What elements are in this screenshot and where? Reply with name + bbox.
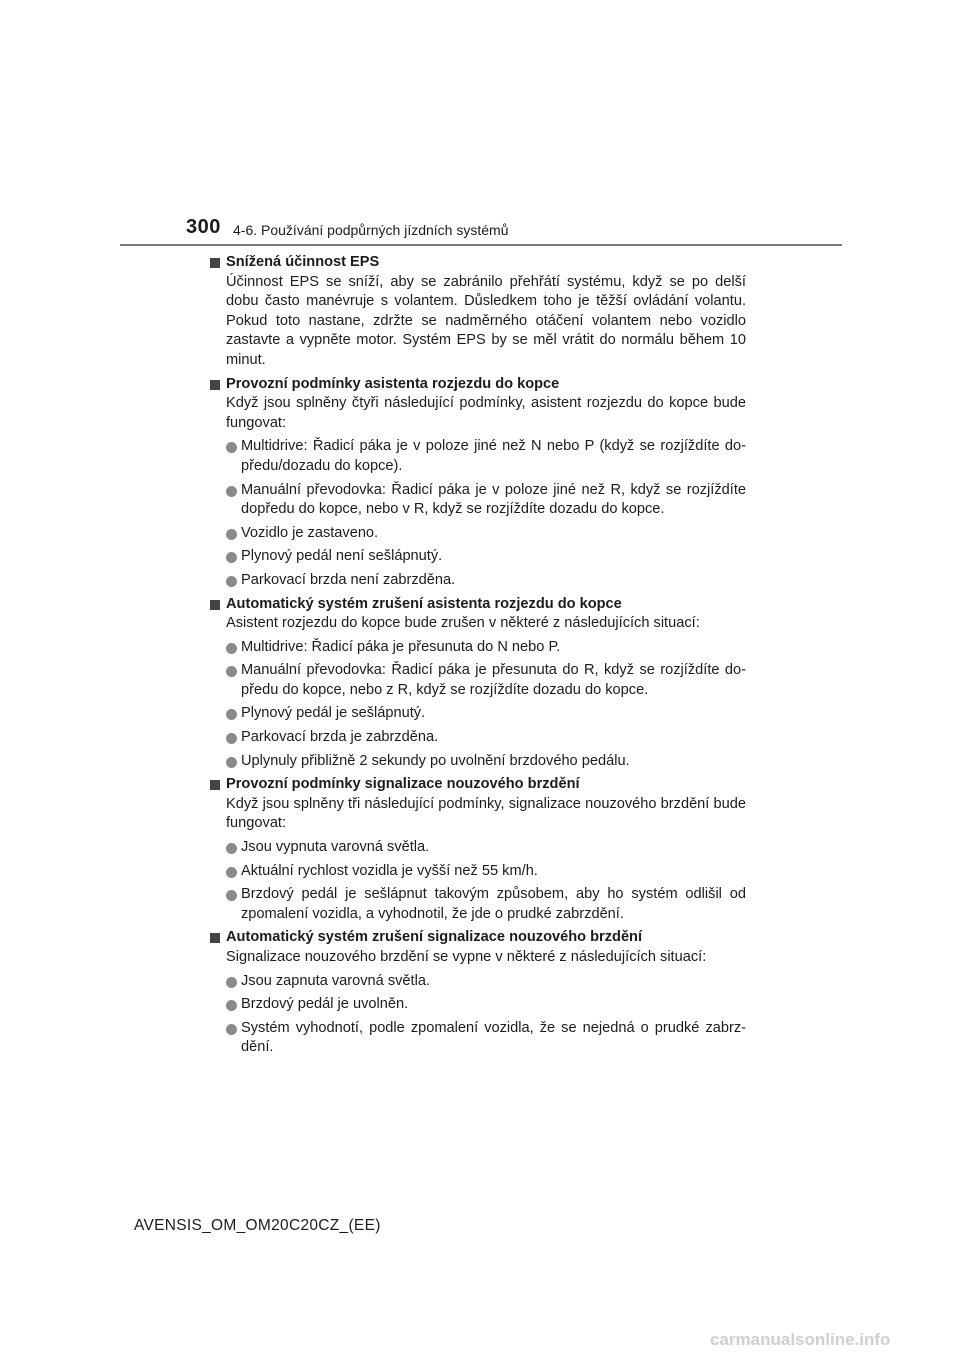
watermark-text: carmanualsonline.info: [710, 1330, 891, 1349]
circle-bullet-icon: [226, 977, 237, 988]
section-paragraph: Účinnost EPS se sníží, aby se zabránilo přehřátí systému, když se po delší dobu často manévruje s volantem. Důsledkem toho je těžší ovládání volantu. Pokud toto nastane, zdržte se nadměrného otáčení volantem nebo vozidlo zastavte a vypněte motor. Systém EPS by se měl vrátit do normálu během 10 minut.: [226, 273, 746, 368]
circle-bullet-icon: [226, 757, 237, 768]
bullet-text: Plynový pedál je sešlápnutý.: [241, 705, 426, 722]
bullet-item: [226, 752, 746, 772]
circle-bullet-icon: [226, 733, 237, 744]
bullet-text: Uplynuly přibližně 2 sekundy po uvolnění brzdového pedálu.: [241, 752, 630, 769]
bullet-item: [226, 728, 746, 748]
bullet-item: [226, 995, 746, 1015]
bullet-item: [226, 704, 746, 724]
circle-bullet-icon: [226, 442, 237, 453]
section: [210, 775, 746, 924]
section-heading: [210, 253, 746, 273]
bullet-text: Brzdový pedál je uvolněn.: [241, 996, 409, 1013]
section-heading: [210, 375, 746, 395]
bullet-item: [226, 838, 746, 858]
circle-bullet-icon: [226, 1000, 237, 1011]
section-heading-text: Provozní podmínky asistenta rozjezdu do kopce: [226, 375, 560, 392]
circle-bullet-icon: [226, 1024, 237, 1035]
circle-bullet-icon: [226, 666, 237, 677]
bullet-item: [226, 571, 746, 591]
section-heading-text: Automatický systém zrušení signalizace nouzového brzdění: [226, 929, 643, 946]
bullet-item: [226, 524, 746, 544]
section: [210, 928, 746, 1058]
section-heading-text: Snížená účinnost EPS: [226, 254, 380, 270]
section: [210, 375, 746, 591]
circle-bullet-icon: [226, 552, 237, 563]
bullet-item: [226, 547, 746, 567]
chapter-title: 4-6. Používání podpůrných jízdních systémů: [233, 222, 509, 238]
bullet-item: [226, 661, 746, 700]
circle-bullet-icon: [226, 890, 237, 901]
square-bullet-icon: [210, 933, 220, 943]
bullet-text: Systém vyhodnotí, podle zpomalení vozidla, že se nejedná o prudké zabrz-dění.: [241, 1019, 746, 1056]
header-divider: [120, 244, 842, 246]
bullet-text: Jsou zapnuta varovná světla.: [241, 972, 431, 989]
bullet-text: Parkovací brzda není zabrzděna.: [241, 571, 456, 588]
section-paragraph: Asistent rozjezdu do kopce bude zrušen v některé z následujících situací:: [226, 615, 700, 632]
bullet-text: Multidrive: Řadicí páka je přesunuta do N nebo P.: [241, 638, 561, 655]
section-heading-text: Automatický systém zrušení asistenta rozjezdu do kopce: [226, 595, 622, 612]
section-heading: [210, 595, 746, 615]
section-paragraph: Když jsou splněny čtyři následující podmínky, asistent rozjezdu do kopce bude fungovat:: [226, 395, 746, 431]
circle-bullet-icon: [226, 643, 237, 654]
circle-bullet-icon: [226, 486, 237, 497]
bullet-item: [226, 1019, 746, 1058]
section: [210, 595, 746, 772]
section-paragraph: Když jsou splněny tři následující podmínky, signalizace nouzového brzdění bude fungovat:: [226, 795, 746, 832]
bullet-text: Manuální převodovka: Řadicí páka je přesunuta do R, když se rozjíždíte do-předu do kopce, nebo z R, když se rozjíždíte dozadu do kopce.: [241, 662, 746, 698]
square-bullet-icon: [210, 258, 220, 268]
section-heading: [210, 775, 746, 795]
bullet-text: Parkovací brzda je zabrzděna.: [241, 729, 439, 746]
bullet-text: Jsou vypnuta varovná světla.: [241, 839, 430, 856]
circle-bullet-icon: [226, 709, 237, 720]
bullet-item: [226, 481, 746, 520]
bullet-item: [226, 862, 746, 882]
bullet-item: [226, 437, 746, 476]
page-number: 300: [186, 216, 221, 238]
bullet-item: [226, 885, 746, 924]
section-heading-text: Provozní podmínky signalizace nouzového brzdění: [226, 776, 580, 793]
bullet-text: Plynový pedál není sešlápnutý.: [241, 548, 443, 565]
bullet-text: Manuální převodovka: Řadicí páka je v poloze jiné než R, když se rozjíždíte dopředu do kopce, nebo v R, když se rozjíždíte dozadu do kopce.: [241, 481, 746, 518]
section: [210, 253, 746, 371]
bullet-item: [226, 972, 746, 992]
bullet-text: Vozidlo je zastaveno.: [241, 524, 379, 541]
square-bullet-icon: [210, 780, 220, 790]
bullet-text: Aktuální rychlost vozidla je vyšší než 55 km/h.: [241, 862, 538, 879]
circle-bullet-icon: [226, 529, 237, 540]
circle-bullet-icon: [226, 867, 237, 878]
section-paragraph: Signalizace nouzového brzdění se vypne v některé z následujících situací:: [226, 949, 707, 965]
bullet-item: [226, 638, 746, 658]
circle-bullet-icon: [226, 843, 237, 854]
square-bullet-icon: [210, 600, 220, 610]
page-content: [210, 253, 746, 1062]
square-bullet-icon: [210, 380, 220, 390]
manual-code: AVENSIS_OM_OM20C20CZ_(EE): [134, 1217, 381, 1234]
bullet-text: Multidrive: Řadicí páka je v poloze jiné než N nebo P (když se rozjíždíte do-předu/dozadu do kopce).: [241, 438, 746, 474]
bullet-text: Brzdový pedál je sešlápnut takovým způsobem, aby ho systém odlišil od zpomalení vozidla, a vyhodnotil, že jde o prudké zabrzdění.: [241, 886, 746, 922]
circle-bullet-icon: [226, 576, 237, 587]
section-heading: [210, 928, 746, 948]
